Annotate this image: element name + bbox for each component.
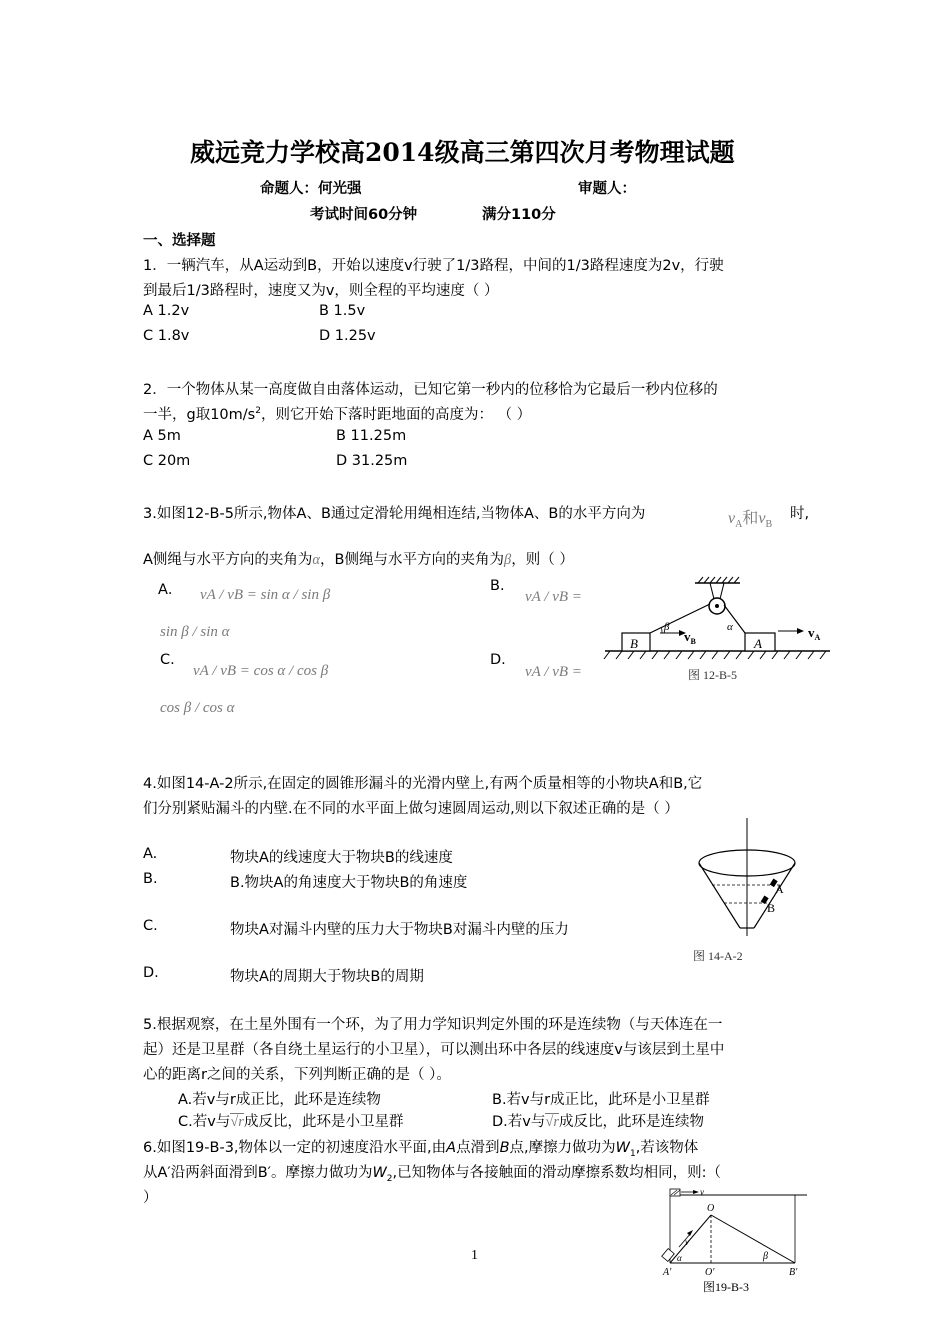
q3-option-b-formula: vA / vB =: [525, 589, 582, 605]
q3-line2: A侧绳与水平方向的夹角为α，B侧绳与水平方向的夹角为β，则（ ）: [143, 552, 574, 568]
q4-option-a: 物块A的线速度大于物块B的线速度: [230, 850, 453, 866]
fig19-v-top: v: [700, 1187, 704, 1197]
fig-12-b-5-caption: 图 12-B-5: [688, 668, 737, 682]
fig19-o-prime: O′: [705, 1267, 715, 1278]
fig-alpha: α: [727, 621, 733, 633]
q2-option-d: D 31.25m: [336, 453, 408, 469]
q3-option-a-label: A．: [158, 582, 183, 598]
q1-option-b: B 1.5v: [319, 303, 366, 319]
section-heading: 一、选择题: [143, 233, 216, 249]
q3-option-d-label: D.: [490, 652, 506, 668]
q4-option-a-label: A.: [143, 846, 158, 862]
q3-line1-text: 3.如图12-B-5所示,物体A、B通过定滑轮用绳相连结,当物体A、B的水平方向为: [143, 506, 646, 522]
q5-line1: 5.根据观察，在土星外围有一个环，为了用力学知识判定外围的环是连续物（与天体连在一: [143, 1017, 723, 1033]
q5-option-a: A.若v与r成正比，此环是连续物: [178, 1092, 381, 1108]
fig-label-b: B: [630, 636, 638, 651]
full-score: 满分110分: [482, 207, 556, 223]
q5-line2: 起）还是卫星群（各自绕土星运行的小卫星），可以测出环中各层的线速度v与该层到土星中: [143, 1042, 725, 1058]
fig19-v-slope: v: [685, 1237, 689, 1247]
q3-option-a-formula: vA / vB = sin α / sin β: [200, 587, 331, 603]
q5-option-d: D.若v与√r成反比，此环是连续物: [492, 1114, 704, 1130]
q1-option-a: A 1.2v: [143, 303, 190, 319]
q2-line1: 2．一个物体从某一高度做自由落体运动，已知它第一秒内的位移恰为它最后一秒内位移的: [143, 382, 718, 398]
figure-12-b-5: [600, 575, 840, 685]
q3-option-c-extra: cos β / cos α: [160, 700, 235, 716]
q3-line1-end: 时,: [790, 506, 810, 522]
figure-19-b-3: [655, 1185, 815, 1300]
fig19-a-prime: A′: [663, 1267, 672, 1278]
q4-option-c: 物块A对漏斗内壁的压力大于物块B对漏斗内壁的压力: [230, 922, 569, 938]
q2-option-c: C 20m: [143, 453, 191, 469]
fig19-b-prime: B′: [789, 1267, 798, 1278]
q4-line1: 4.如图14-A-2所示,在固定的圆锥形漏斗的光滑内壁上,有两个质量相等的小物块A和B,它: [143, 776, 703, 792]
q3-option-d-formula: vA / vB =: [525, 664, 582, 680]
q6-line3: ）: [143, 1190, 158, 1206]
q1-option-d: D 1.25v: [319, 328, 376, 344]
reviewer: 审题人：: [578, 181, 636, 197]
fig19-alpha: α: [677, 1253, 682, 1263]
q6-line2: 从A′沿两斜面滑到B′。摩擦力做功为$W_2$,已知物体与各接触面的滑动摩擦系数均相同，则:（: [143, 1165, 722, 1184]
q2-option-a: A 5m: [143, 428, 181, 444]
q4-option-d: 物块A的周期大于物块B的周期: [230, 969, 424, 985]
q4-option-c-label: C.: [143, 918, 158, 934]
fig-label-a: A: [754, 636, 762, 651]
q3-option-a-extra: sin β / sin α: [160, 624, 230, 640]
q4-option-b-label: B.: [143, 871, 158, 887]
q3-velocity-symbols: $v_A$和$v_B$: [728, 510, 773, 531]
fig-vb: $v_B$: [684, 629, 696, 646]
q4-line2: 们分别紧贴漏斗的内壁.在不同的水平面上做匀速圆周运动,则以下叙述正确的是（ ）: [143, 801, 679, 817]
q5-option-c: C.若v与√r成反比，此环是小卫星群: [178, 1114, 404, 1130]
fig-va: $v_A$: [808, 625, 821, 642]
fig19-beta: β: [763, 1251, 768, 1262]
fig-14-a-2-caption: 图 14-A-2: [693, 949, 743, 963]
fig19-o: O: [707, 1203, 715, 1214]
q5-option-b: B.若v与r成正比，此环是小卫星群: [492, 1092, 710, 1108]
q1-line1: 1．一辆汽车，从A运动到B，开始以速度v行驶了1/3路程，中间的1/3路程速度为2v，行驶: [143, 258, 724, 274]
fig-beta: β: [664, 621, 670, 633]
q5-line3: 心的距离r之间的关系，下列判断正确的是（ ）。: [143, 1067, 451, 1083]
q2-line2: 一半，g取$10m/s^2$，则它开始下落时距地面的高度为： （ ）: [143, 406, 532, 423]
author: 命题人：何光强: [260, 181, 362, 197]
funnel-label-a: A: [775, 882, 784, 896]
q4-option-d-label: D.: [143, 965, 159, 981]
q1-option-c: C 1.8v: [143, 328, 190, 344]
q2-option-b: B 11.25m: [336, 428, 407, 444]
q6-line1: 6.如图19-B-3,物体以一定的初速度沿水平面,由A点滑到B点,摩擦力做功为$W_1$,若该物体: [143, 1140, 699, 1159]
q3-option-c-formula: vA / vB = cos α / cos β: [193, 663, 329, 679]
q4-option-b: B.物块A的角速度大于物块B的角速度: [230, 875, 468, 891]
page-title: 威远竞力学校高2014级高三第四次月考物理试题: [190, 138, 735, 167]
q1-line2: 到最后1/3路程时，速度又为v，则全程的平均速度（ ）: [143, 283, 499, 299]
q3-option-c-label: C.: [160, 652, 175, 668]
figure-14-a-2: [690, 818, 810, 966]
funnel-label-b: B: [767, 901, 776, 915]
q3-option-b-label: B.: [490, 578, 505, 594]
fig-19-b-3-caption: 图19-B-3: [703, 1280, 749, 1294]
exam-time: 考试时间60分钟: [310, 207, 418, 223]
page-number: 1: [471, 1248, 478, 1263]
